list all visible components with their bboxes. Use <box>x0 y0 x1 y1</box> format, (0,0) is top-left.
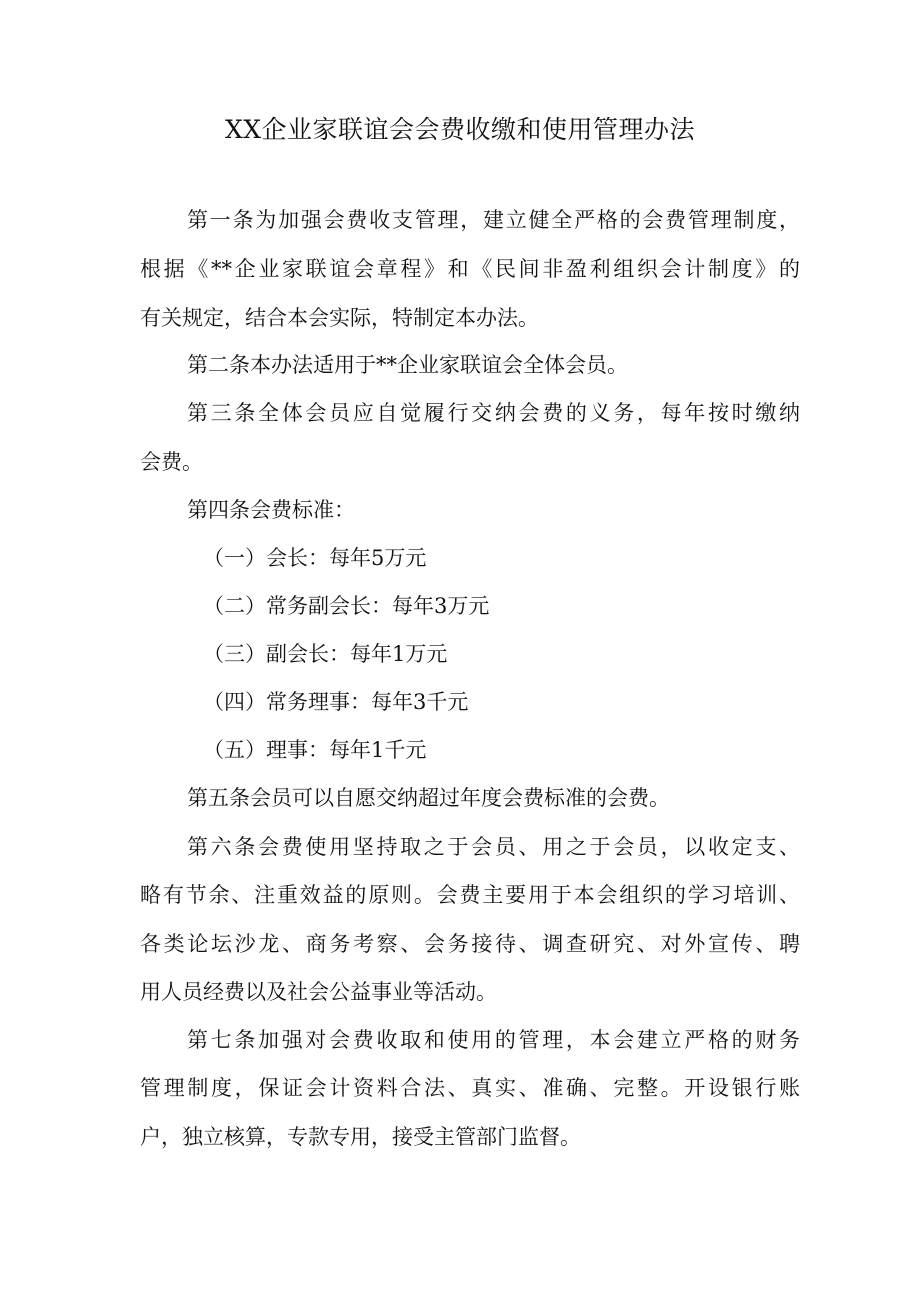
paragraph-line: 各类论坛沙龙、商务考察、会务接待、调查研究、对外宣传、聘 <box>140 932 800 956</box>
paragraph-line: 用人员经费以及社会公益事业等活动。 <box>140 980 497 1004</box>
list-item: （二）常务副会长：每年3万元 <box>203 594 490 618</box>
list-item: （五）理事：每年1千元 <box>203 738 427 762</box>
paragraph-line: 第一条为加强会费收支管理，建立健全严格的会费管理制度， <box>187 208 800 232</box>
paragraph-line: 略有节余、注重效益的原则。会费主要用于本会组织的学习培训、 <box>140 883 800 907</box>
list-item: （三）副会长：每年1万元 <box>203 642 448 666</box>
paragraph-line: 管理制度，保证会计资料合法、真实、准确、完整。开设银行账 <box>140 1076 800 1100</box>
paragraph-line: 第二条本办法适用于**企业家联谊会全体会员。 <box>187 353 628 377</box>
paragraph-line: 第七条加强对会费收取和使用的管理，本会建立严格的财务 <box>187 1028 800 1052</box>
paragraph-line: 第三条全体会员应自觉履行交纳会费的义务，每年按时缴纳 <box>187 401 800 425</box>
paragraph-line: 有关规定，结合本会实际，特制定本办法。 <box>140 306 539 330</box>
list-item: （四）常务理事：每年3千元 <box>203 690 469 714</box>
document-title: XX企业家联谊会会费收缴和使用管理办法 <box>224 115 696 144</box>
paragraph-line: 会费。 <box>140 450 203 474</box>
paragraph-line: 第六条会费使用坚持取之于会员、用之于会员，以收定支、 <box>187 835 800 859</box>
paragraph-line: 第四条会费标准： <box>187 498 355 522</box>
paragraph-line: 户，独立核算，专款专用，接受主管部门监督。 <box>140 1125 581 1149</box>
paragraph-line: 第五条会员可以自愿交纳超过年度会费标准的会费。 <box>187 786 670 810</box>
list-item: （一）会长：每年5万元 <box>203 546 427 570</box>
paragraph-line: 根据《**企业家联谊会章程》和《民间非盈利组织会计制度》的 <box>140 257 800 281</box>
